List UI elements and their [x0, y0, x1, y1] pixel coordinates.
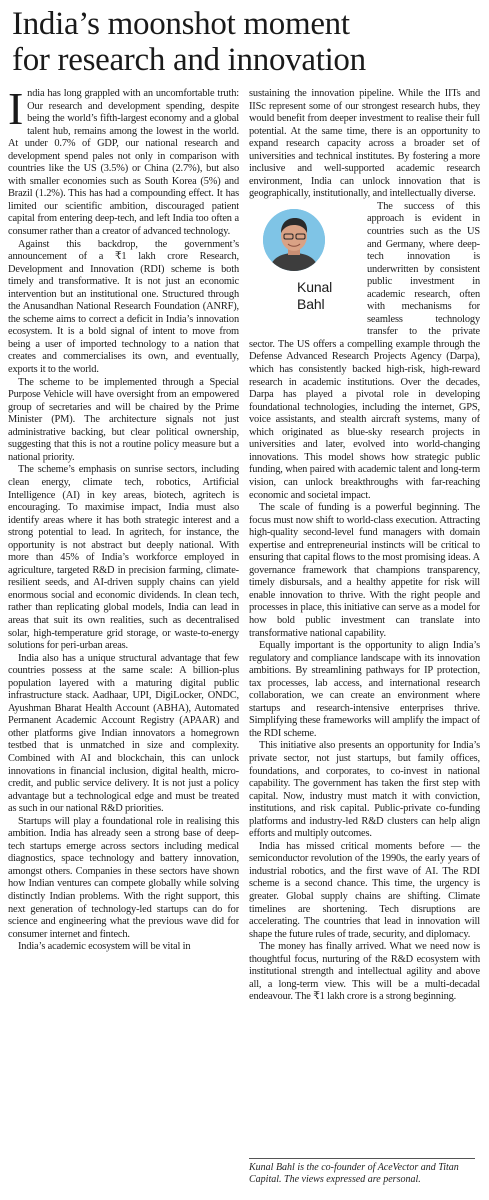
column-right	[249, 88, 480, 1178]
paragraph: Against this backdrop, the government’s announcement of a ₹1 lakh crore Research, Development and Innovation (RDI) scheme is both timely and transformative. It is not just an economic intervention but an institutional one. Structured through the Anusandhan National Research Foundation (ANRF), the scheme aims to correct a deficit in India’s innovation ecosystem. It is a bold signal of intent to move from being a user of imported technology to a nation that creates and commercialises its own, and eventually, exports it to the world.	[8, 238, 239, 376]
paragraph: India also has a unique structural advantage that few countries possess at the same scale: A billion-plus population layered with a maturing digital public infrastructure stack. Aadhaar, UPI, DigiLocker, ONDC, Ayushman Bharat Health Account (ABHA), Automated Permanent Academic Account Registry (APAAR) and other platforms give Indian innovators a homegrown testbed that is unmatched in size and complexity. Combined with AI and blockchain, this can unlock innovations in financial inclusion, digital health, micro-credit, and public service delivery. It is not just a policy advantage but a technological edge and must be treated as such in our national R&D priorities.	[8, 652, 239, 815]
author-portrait-icon	[263, 209, 325, 271]
paragraph: The money has finally arrived. What we need now is thoughtful focus, nurturing of the R&D ecosystem with institutional strength and intellectual agility and above all, a long-term view. This will be a multi-decadal endeavour. The ₹1 lakh crore is a strong beginning.	[249, 941, 480, 1003]
headline-line-1: India’s moonshot moment	[12, 6, 350, 42]
paragraph: India’s academic ecosystem will be vital in	[18, 941, 191, 953]
paragraph: India has missed critical moments before — the semiconductor revolution of the 1990s, the early years of industrial robotics, and the first wave of AI. The RDI scheme is a second chance. This time, the urgency is greater. Global supply chains are shifting. Climate timelines are shortening. Tech disruptions are accelerating. The countries that lead in innovation will shape the future rules of trade, security, and diplomacy.	[249, 840, 480, 940]
paragraph: The scheme’s emphasis on sunrise sectors, including clean energy, climate tech, robotics, Artificial Intelligence (AI) in key areas, biotech, agritech is encouraging. To maximise impact, India must also identify areas where it has both strategic interest and a strong potential to lead. In agritech, for instance, the opportunity is not abstract but deeply national. With more than 45% of India’s workforce employed in agriculture, targeted R&D in precision farming, climate-resilient seeds, and AI-driven supply chains can yield enormous social and economic dividends. In clean tech, rather than replicating global models, India can lead in areas that suit its own realities, such as decentralised solar, high-temperature grid storage, or waste-to-energy solutions for peri-urban areas.	[8, 464, 239, 652]
article-body	[8, 88, 481, 1178]
headline	[8, 6, 481, 78]
paragraph: This initiative also presents an opportunity for India’s private sector, not just startups, but family offices, foundations, and corporates, to co-invest in national capability. The government has taken the first step with capital. Now, industry must match it with conviction, institutions, and risk capital. Public-private co-funding platforms and industry-led R&D clusters can help align efforts and multiply outcomes.	[249, 740, 480, 840]
drop-cap: I	[8, 88, 24, 134]
column-left	[8, 88, 239, 1178]
author-box	[249, 205, 361, 335]
paragraph: The scale of funding is a powerful beginning. The focus must now shift to world-class execution. Attracting high-quality second-level fund managers with domain expertise and entrepreneurial instincts will be critical to ensuring that capital flows to the most promising ideas. A governance framework that champions transparency, timely disbursals, and a healthy appetite for risk will enable innovation to thrive. With the right people and processes in place, this initiative can serve as a model for how bold public investment can translate into transformative national capability.	[249, 502, 480, 639]
paragraph: Startups will play a foundational role in realising this ambition. India has already seen a strong base of deep-tech startups emerge across sectors including medical diagnostics, space technology and battery innovation, amongst others. Companies in these sectors have shown how Indian ventures can compete globally while solving distinctly Indian problems. With the right support, this next generation of technology-led startups can do for science and engineering what the previous wave did for consumer internet and fintech.	[8, 815, 239, 940]
author-avatar	[263, 209, 325, 271]
paragraph: Kunal Bahl The success of this approach is evident in countries such as the US and Germany, where deep-tech innovation is underwritten by consistent public investment in academic research, often with mechanisms for seamless technology transfer to the private sector. The US offers a compelling example through the Defense Advanced Research Projects Agency (Darpa), which has consistently backed high-risk, high-reward research in academic institutions. Over the decades, Darpa has played a pivotal role in developing foundational technologies, including the internet, GPS, voice assistants, and stealth aircraft systems, many of which originated as blue-sky research projects in universities and later, evolved into world-changing innovations. This model shows how strategic public funding, when paired with academic talent and long-term vision, can unlock breakthroughs with far-reaching economic and societal impact.	[249, 201, 480, 502]
paragraph: Equally important is the opportunity to align India’s regulatory and compliance landscape with its innovation ambitions. By streamlining pathways for IP protection, tax processes, lab access, and international research collaboration, we can create an environment where startups and research-intensive enterprises thrive. Simplifying these frameworks will amplify the impact of the RDI scheme.	[249, 640, 480, 739]
author-credit: Kunal Bahl is the co-founder of AceVector and Titan Capital. The views expressed are personal.	[249, 1158, 475, 1186]
headline-line-2: for research and innovation	[12, 42, 366, 78]
paragraph: sustaining the innovation pipeline. While the IITs and IISc represent some of our strongest research hubs, they would benefit from deeper investment to realise their full potential. At the same time, there is an opportunity to expand research capacity across a broader set of universities and technical institutes. By fostering a more inclusive and well-supported academic research environment, India can unlock innovation that is geographically, institutionally, and intellectually diverse.	[249, 88, 480, 200]
paragraph: The scheme to be implemented through a Special Purpose Vehicle will have oversight from an empowered group of secretaries and will be chaired by the Prime Minister (PM). The architecture signals not just administrative backing, but clear political ownership, suggesting that this is not a routine policy measure but a national priority.	[8, 376, 239, 463]
paragraph: India has long grappled with an uncomfortable truth: Our research and development spending, despite being the world’s fifth-largest economy and a global talent hub, remains among the lowest in the world. At under 0.7% of GDP, our national research and development spend pales not only in comparison with countries like the US (3.5%) or China (2.7%), but also with smaller economies such as South Korea (5%) and Brazil (1.2%). This has had a compounding effect. It has limited our scientific ambition, discouraged patient capital from entering deep-tech, and left India too often a consumer rather than a creator of advanced technology.	[8, 88, 239, 238]
author-name: Kunal Bahl	[297, 278, 333, 312]
